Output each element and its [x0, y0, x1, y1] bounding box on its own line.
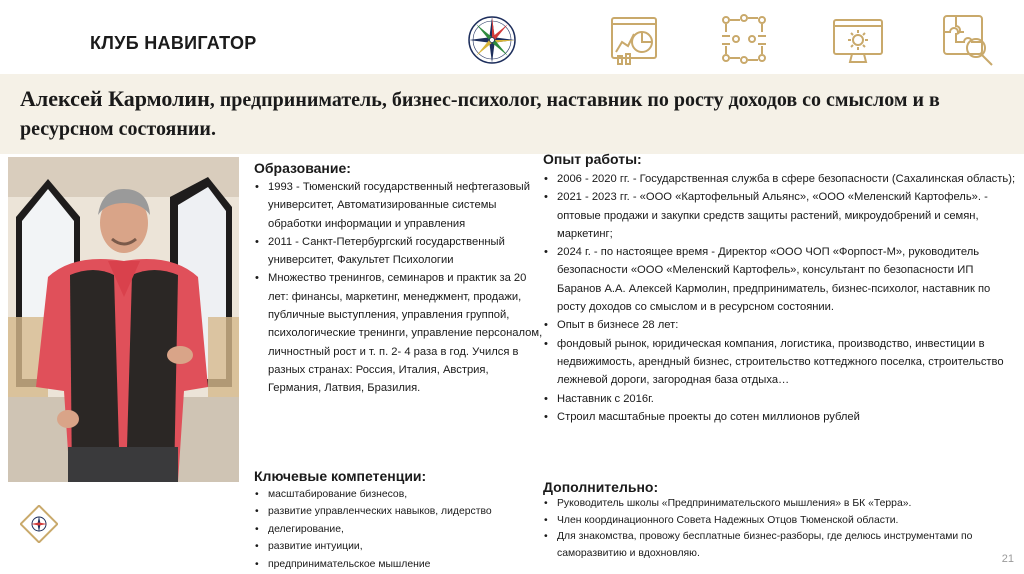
competencies-heading: Ключевые компетенции: [254, 468, 427, 484]
list-item: • предпринимательское мышление [254, 556, 539, 573]
list-item: • Опыт в бизнесе 28 лет: [543, 316, 1018, 334]
portrait-photo [8, 157, 239, 482]
page-number: 21 [1001, 553, 1014, 565]
chart-analysis-icon [608, 12, 664, 68]
list-item: • масштабирование бизнесов, [254, 486, 539, 503]
education-list [254, 178, 544, 398]
list-item: • Множество тренингов, семинаров и практик за 20 лет: финансы, маркетинг, менеджмент, продажи, публичные выступления, управления группой, психологические тренинги, управление персоналом, личностный рост и т. п. 2- 4 раза в год. Учился в разных странах: Россия, Италия, Австрия, Германия, Латвия, Бразилия. [254, 269, 544, 397]
experience-list [543, 170, 1018, 426]
puzzle-search-icon [940, 12, 996, 68]
person-description: , предприниматель, бизнес-психолог, наставник по росту доходов со смыслом и в ресурсном состоянии. [20, 89, 940, 140]
list-item: • 1993 - Тюменский государственный нефтегазовый университет, Автоматизированные системы обработки информации и управления [254, 178, 544, 233]
list-item: • Для знакомства, провожу бесплатные бизнес-разборы, где делюсь инструментами по саморазвитию и вдохновляю. [543, 529, 1003, 562]
list-item: • развитие интуиции, [254, 538, 539, 555]
team-network-icon [716, 12, 772, 68]
additional-heading: Дополнительно: [543, 479, 659, 495]
list-item: • делегирование, [254, 521, 539, 538]
experience-heading: Опыт работы: [543, 151, 642, 167]
compass-logo-icon [466, 14, 518, 66]
education-heading: Образование: [254, 160, 351, 176]
list-item: • 2006 - 2020 гг. - Государственная служба в сфере безопасности (Сахалинская область); [543, 170, 1018, 188]
gear-monitor-icon [830, 12, 886, 68]
list-item: • 2021 - 2023 гг. - «ООО «Картофельный Альянс», «ООО «Меленский Картофель». - оптовые продажи и закупки средств защиты растений, микроудобрений и семян, маркетинг; [543, 188, 1018, 243]
list-item: • Член координационного Совета Надежных Отцов Тюменской области. [543, 513, 1003, 530]
competencies-list [254, 486, 539, 573]
list-item: • фондовый рынок, юридическая компания, логистика, производство, инвестиции в недвижимость, арендный бизнес, строительство коттеджного поселка, строительство лежневой дороги, загородная база отдыха… [543, 335, 1018, 390]
list-item: • 2024 г. - по настоящее время - Директор «ООО ЧОП «Форпост-М», руководитель безопасности «ООО «Меленский Картофель», консультант по безопасности ИП Баранов А.А. Алексей Кармолин, предприниматель, бизнес-психолог, наставник по росту доходов со смыслом и в ресурсном состоянии. [543, 243, 1018, 316]
headline [20, 84, 1010, 144]
list-item: • Руководитель школы «Предпринимательского мышления» в БК «Терра». [543, 496, 1003, 513]
club-title: КЛУБ НАВИГАТОР [90, 33, 257, 53]
list-item: • развитие управленческих навыков, лидерство [254, 503, 539, 520]
person-name: Алексей Кармолин [20, 86, 210, 111]
additional-list [543, 496, 1003, 562]
list-item: • Строил масштабные проекты до сотен миллионов рублей [543, 408, 1018, 426]
list-item: • 2011 - Санкт-Петербургский государственный университет, Факультет Психологии [254, 233, 544, 270]
list-item: • Наставник с 2016г. [543, 390, 1018, 408]
compass-badge-icon [20, 505, 58, 543]
